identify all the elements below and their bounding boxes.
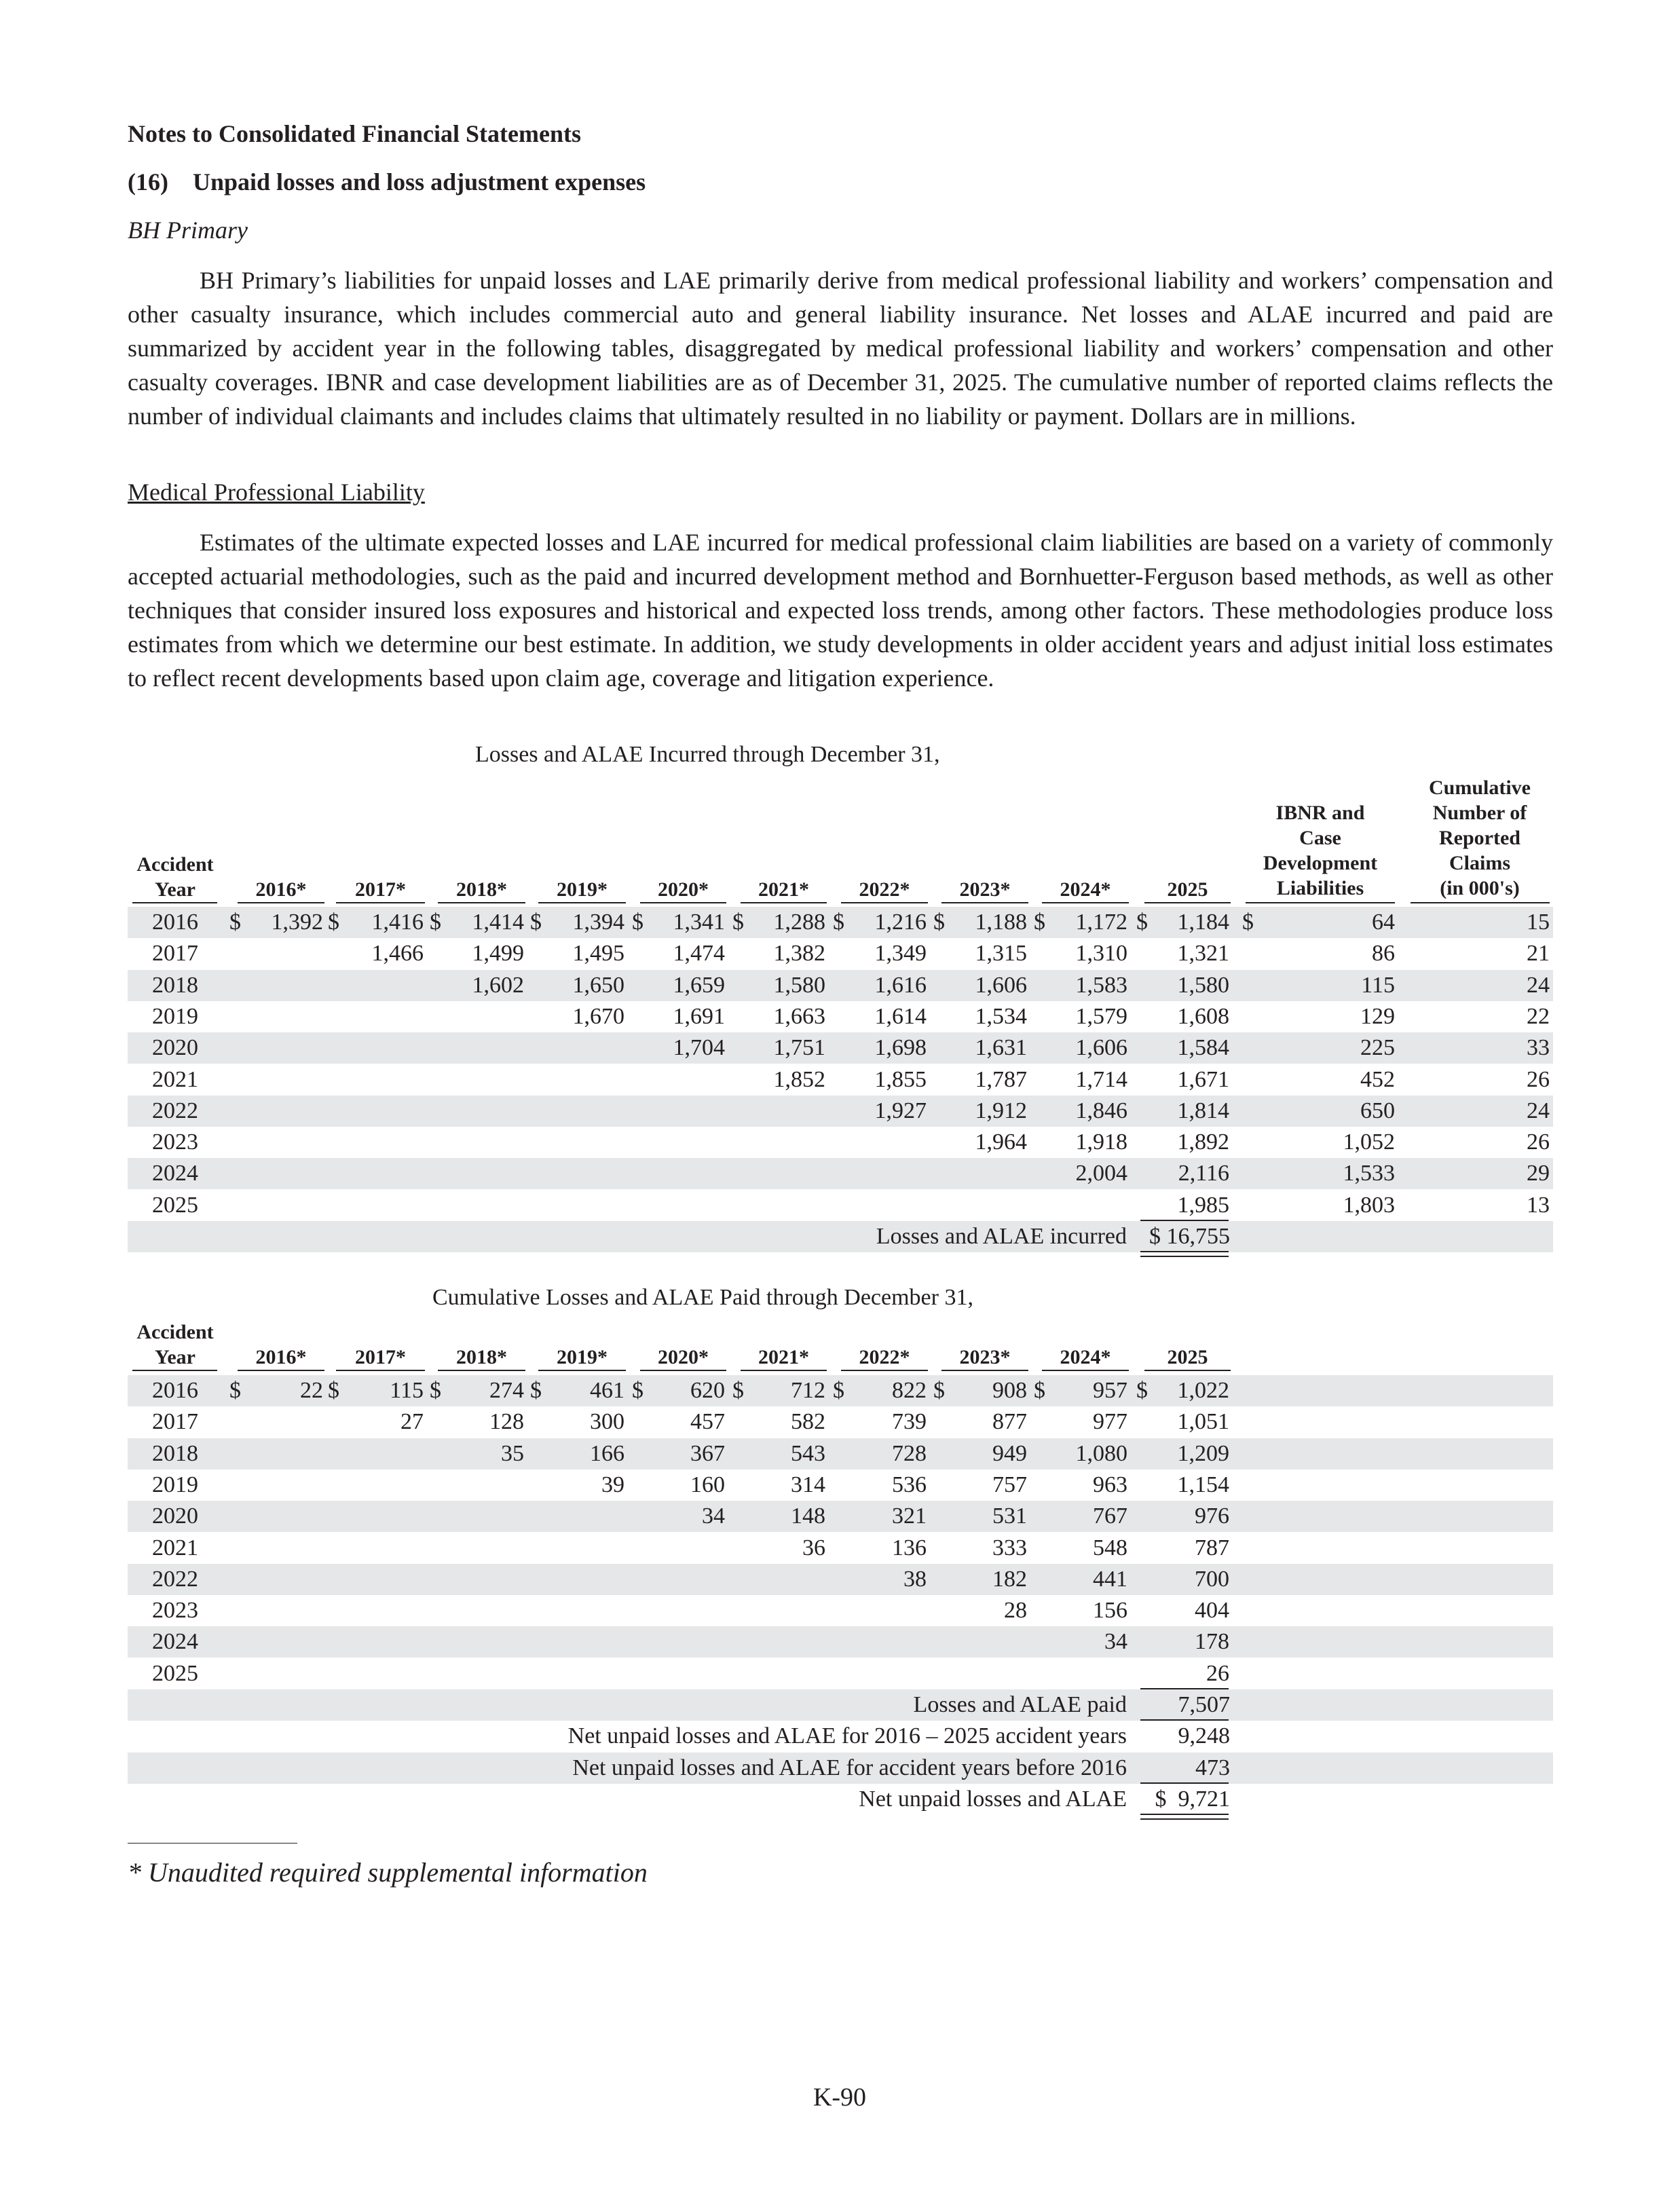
summary-value: $ 9,721 bbox=[1155, 1786, 1230, 1812]
table-cell: 582 bbox=[791, 1409, 825, 1435]
table-cell: 1,606 bbox=[1075, 1035, 1127, 1061]
total-double-rule bbox=[1140, 1814, 1229, 1820]
accident-year: 2016 bbox=[152, 1378, 198, 1403]
table-cell: 136 bbox=[892, 1535, 927, 1560]
header-underline bbox=[741, 1370, 827, 1371]
currency-symbol: $ bbox=[530, 1378, 542, 1403]
header-underline bbox=[841, 1370, 928, 1371]
claims-value: 29 bbox=[1527, 1161, 1550, 1186]
currency-symbol: $ bbox=[833, 1378, 844, 1403]
currency-symbol: $ bbox=[732, 910, 744, 935]
accident-year-header: Year bbox=[155, 878, 195, 901]
table-cell: 1,650 bbox=[572, 972, 624, 998]
header-underline bbox=[132, 1370, 217, 1371]
table-cell: 1,172 bbox=[1075, 910, 1127, 935]
column-header: 2025 bbox=[1167, 1346, 1208, 1368]
accident-year: 2020 bbox=[152, 1503, 198, 1529]
ibnr-value: 64 bbox=[1372, 910, 1395, 935]
header-underline bbox=[238, 902, 324, 903]
accident-year-header: Year bbox=[155, 1346, 195, 1368]
column-header: 2017* bbox=[355, 878, 406, 901]
table-cell: 1,616 bbox=[874, 972, 927, 998]
table-cell: 156 bbox=[1093, 1598, 1127, 1624]
accident-year: 2018 bbox=[152, 972, 198, 998]
table-cell: 1,392 bbox=[271, 910, 323, 935]
table-cell: 1,631 bbox=[975, 1035, 1027, 1061]
header-underline bbox=[1246, 902, 1395, 903]
table-cell: 1,154 bbox=[1177, 1472, 1229, 1497]
currency-symbol: $ bbox=[732, 1378, 744, 1403]
claims-value: 24 bbox=[1527, 972, 1550, 998]
table-cell: 1,394 bbox=[572, 910, 624, 935]
column-header: 2016* bbox=[255, 1346, 307, 1368]
accident-year: 2020 bbox=[152, 1035, 198, 1061]
currency-symbol: $ bbox=[328, 1378, 339, 1403]
currency-symbol: $ bbox=[1136, 910, 1148, 935]
table-cell: 1,985 bbox=[1177, 1192, 1229, 1218]
methods-paragraph: Estimates of the ultimate expected losses and LAE incurred for medical professional claim liabilities are based on a variety of commonly accepted actuarial methodologies, such as the paid and incurred development method and Bornhuetter-Ferguson based methods, as well as other techniques that consider insured loss exposures and historical and expected loss trends, among other factors. These methodologies produce loss estimates from which we determine our best estimate. In addition, we study developments in older accident years and adjust initial loss estimates to reflect recent developments based upon claim age, coverage and litigation experience. bbox=[128, 529, 1553, 692]
claims-value: 24 bbox=[1527, 1098, 1550, 1123]
table-cell: 877 bbox=[992, 1409, 1027, 1435]
table-cell: 1,188 bbox=[975, 910, 1027, 935]
table-cell: 1,579 bbox=[1075, 1003, 1127, 1029]
currency-symbol: $ bbox=[229, 1378, 241, 1403]
header-underline bbox=[1042, 902, 1129, 903]
table-cell: 1,852 bbox=[773, 1066, 825, 1092]
medical-liability-heading: Medical Professional Liability bbox=[128, 479, 425, 506]
subsection-heading: BH Primary bbox=[128, 217, 248, 244]
column-header: 2022* bbox=[859, 1346, 910, 1368]
summary-value: 7,507 bbox=[1178, 1692, 1230, 1717]
table-cell: 38 bbox=[903, 1566, 927, 1592]
summary-value: 9,248 bbox=[1178, 1723, 1230, 1749]
table-cell: 1,349 bbox=[874, 941, 927, 967]
incurred-table-caption: Losses and ALAE Incurred through December 31, bbox=[475, 742, 940, 767]
intro-paragraph: BH Primary’s liabilities for unpaid losses and LAE primarily derive from medical professional liability and workers’ compensation and other casualty insurance, which includes commercial auto and general liability insurance. Net losses and ALAE incurred and paid are summarized by accident year in the following tables, disaggregated by medical professional liability and workers’ compensation and other casualty coverages. IBNR and case development liabilities are as of December 31, 2025. The cumulative number of reported claims reflects the number of individual claimants and includes claims that ultimately resulted in no liability or payment. Dollars are in millions. bbox=[128, 267, 1553, 430]
table-cell: 26 bbox=[1206, 1660, 1229, 1686]
table-cell: 1,022 bbox=[1177, 1378, 1229, 1403]
table-cell: 1,704 bbox=[673, 1035, 725, 1061]
column-header: 2021* bbox=[758, 1346, 809, 1368]
accident-year: 2016 bbox=[152, 910, 198, 935]
table-cell: 1,051 bbox=[1177, 1409, 1229, 1435]
table-cell: 2,116 bbox=[1178, 1161, 1229, 1186]
table-cell: 182 bbox=[992, 1566, 1027, 1592]
ibnr-value: 225 bbox=[1360, 1035, 1395, 1061]
column-header: 2024* bbox=[1060, 1346, 1111, 1368]
currency-symbol: $ bbox=[430, 1378, 441, 1403]
summary-label: Losses and ALAE paid bbox=[913, 1692, 1127, 1717]
table-cell: 1,499 bbox=[472, 941, 524, 967]
accident-year: 2017 bbox=[152, 941, 198, 967]
header-underline bbox=[640, 1370, 726, 1371]
header-underline bbox=[1144, 902, 1231, 903]
table-cell: 178 bbox=[1195, 1629, 1229, 1655]
currency-symbol: $ bbox=[632, 1378, 643, 1403]
column-header: 2025 bbox=[1167, 878, 1208, 901]
table-cell: 1,964 bbox=[975, 1129, 1027, 1155]
table-cell: 963 bbox=[1093, 1472, 1127, 1497]
header-underline bbox=[336, 902, 425, 903]
ibnr-header: IBNR and bbox=[1275, 802, 1365, 824]
accident-year: 2022 bbox=[152, 1566, 198, 1592]
ibnr-value: 86 bbox=[1372, 941, 1395, 967]
table-cell: 1,580 bbox=[773, 972, 825, 998]
subtotal-rule bbox=[1140, 1719, 1229, 1721]
subtotal-rule bbox=[1140, 1782, 1229, 1784]
incurred-total-value: $ 16,755 bbox=[1149, 1224, 1230, 1249]
ibnr-header: Case bbox=[1299, 827, 1341, 849]
header-underline bbox=[438, 902, 525, 903]
header-underline bbox=[1411, 902, 1550, 903]
accident-year: 2025 bbox=[152, 1192, 198, 1218]
table-cell: 1,670 bbox=[572, 1003, 624, 1029]
claims-header: Claims bbox=[1449, 852, 1510, 874]
accident-year: 2019 bbox=[152, 1003, 198, 1029]
table-cell: 1,216 bbox=[874, 910, 927, 935]
table-cell: 1,602 bbox=[472, 972, 524, 998]
accident-year: 2018 bbox=[152, 1440, 198, 1466]
accident-year: 2024 bbox=[152, 1161, 198, 1186]
table-cell: 457 bbox=[690, 1409, 725, 1435]
table-cell: 822 bbox=[892, 1378, 927, 1403]
ibnr-value: 1,803 bbox=[1343, 1192, 1395, 1218]
table-cell: 1,663 bbox=[773, 1003, 825, 1029]
table-cell: 1,814 bbox=[1177, 1098, 1229, 1123]
currency-symbol: $ bbox=[430, 910, 441, 935]
ibnr-value: 115 bbox=[1361, 972, 1395, 998]
currency-symbol: $ bbox=[328, 910, 339, 935]
table-cell: 28 bbox=[1004, 1598, 1027, 1624]
accident-year: 2023 bbox=[152, 1598, 198, 1624]
table-cell: 1,416 bbox=[371, 910, 424, 935]
currency-symbol: $ bbox=[933, 910, 945, 935]
claims-header: Reported bbox=[1439, 827, 1520, 849]
accident-year: 2021 bbox=[152, 1066, 198, 1092]
accident-year-header: Accident bbox=[136, 1321, 214, 1343]
table-cell: 128 bbox=[489, 1409, 524, 1435]
summary-label: Net unpaid losses and ALAE bbox=[859, 1786, 1127, 1812]
table-cell: 36 bbox=[802, 1535, 825, 1560]
table-cell: 1,912 bbox=[975, 1098, 1027, 1123]
claims-header: (in 000's) bbox=[1440, 877, 1520, 899]
claims-value: 13 bbox=[1527, 1192, 1550, 1218]
paid-table-caption: Cumulative Losses and ALAE Paid through December 31, bbox=[432, 1285, 973, 1310]
currency-symbol: $ bbox=[1242, 910, 1254, 935]
header-underline bbox=[538, 902, 626, 903]
table-cell: 1,080 bbox=[1075, 1440, 1127, 1466]
table-cell: 1,714 bbox=[1075, 1066, 1127, 1092]
table-cell: 27 bbox=[400, 1409, 424, 1435]
table-cell: 1,608 bbox=[1177, 1003, 1229, 1029]
accident-year: 2025 bbox=[152, 1660, 198, 1686]
claims-value: 26 bbox=[1527, 1129, 1550, 1155]
claims-header: Number of bbox=[1432, 802, 1527, 824]
claims-header: Cumulative bbox=[1429, 777, 1531, 799]
table-cell: 148 bbox=[791, 1503, 825, 1529]
header-underline bbox=[538, 1370, 626, 1371]
table-cell: 908 bbox=[992, 1378, 1027, 1403]
table-cell: 977 bbox=[1093, 1409, 1127, 1435]
header-underline bbox=[336, 1370, 425, 1371]
table-cell: 333 bbox=[992, 1535, 1027, 1560]
currency-symbol: $ bbox=[1034, 910, 1045, 935]
table-cell: 1,414 bbox=[472, 910, 524, 935]
accident-year: 2017 bbox=[152, 1409, 198, 1435]
row-band bbox=[128, 1626, 1553, 1658]
accident-year: 2019 bbox=[152, 1472, 198, 1497]
table-cell: 160 bbox=[690, 1472, 725, 1497]
column-header: 2021* bbox=[758, 878, 809, 901]
currency-symbol: $ bbox=[1136, 1378, 1148, 1403]
table-cell: 1,614 bbox=[874, 1003, 927, 1029]
claims-value: 26 bbox=[1527, 1066, 1550, 1092]
column-header: 2020* bbox=[658, 878, 709, 901]
header-underline bbox=[640, 902, 726, 903]
currency-symbol: $ bbox=[632, 910, 643, 935]
table-cell: 1,751 bbox=[773, 1035, 825, 1061]
page-number: K-90 bbox=[813, 2083, 867, 2112]
column-header: 2018* bbox=[456, 1346, 507, 1368]
table-cell: 441 bbox=[1093, 1566, 1127, 1592]
column-header: 2023* bbox=[959, 1346, 1011, 1368]
table-cell: 2,004 bbox=[1075, 1161, 1127, 1186]
footnote: * Unaudited required supplemental information bbox=[128, 1857, 648, 1888]
accident-year: 2022 bbox=[152, 1098, 198, 1123]
claims-value: 22 bbox=[1527, 1003, 1550, 1029]
table-cell: 1,466 bbox=[371, 941, 424, 967]
total-double-rule bbox=[1140, 1251, 1229, 1257]
accident-year: 2024 bbox=[152, 1629, 198, 1655]
column-header: 2019* bbox=[557, 1346, 608, 1368]
table-cell: 1,659 bbox=[673, 972, 725, 998]
header-underline bbox=[941, 902, 1028, 903]
table-cell: 35 bbox=[501, 1440, 524, 1466]
currency-symbol: $ bbox=[833, 910, 844, 935]
table-cell: 274 bbox=[489, 1378, 524, 1403]
column-header: 2020* bbox=[658, 1346, 709, 1368]
table-cell: 461 bbox=[590, 1378, 624, 1403]
accident-year-header: Accident bbox=[136, 853, 214, 876]
summary-label: Net unpaid losses and ALAE for accident years before 2016 bbox=[572, 1755, 1127, 1780]
column-header: 2022* bbox=[859, 878, 910, 901]
table-cell: 1,927 bbox=[874, 1098, 927, 1123]
claims-value: 33 bbox=[1527, 1035, 1550, 1061]
table-cell: 1,892 bbox=[1177, 1129, 1229, 1155]
table-cell: 536 bbox=[892, 1472, 927, 1497]
table-cell: 22 bbox=[300, 1378, 323, 1403]
ibnr-value: 129 bbox=[1360, 1003, 1395, 1029]
currency-symbol: $ bbox=[229, 910, 241, 935]
summary-label: Net unpaid losses and ALAE for 2016 – 2025 accident years bbox=[567, 1723, 1127, 1749]
table-cell: 1,495 bbox=[572, 941, 624, 967]
table-cell: 367 bbox=[690, 1440, 725, 1466]
ibnr-value: 452 bbox=[1360, 1066, 1395, 1092]
table-cell: 548 bbox=[1093, 1535, 1127, 1560]
table-cell: 1,671 bbox=[1177, 1066, 1229, 1092]
ibnr-value: 1,052 bbox=[1343, 1129, 1395, 1155]
column-header: 2023* bbox=[959, 878, 1011, 901]
header-underline bbox=[1144, 1370, 1231, 1371]
ibnr-header: Liabilities bbox=[1276, 877, 1364, 899]
table-cell: 166 bbox=[590, 1440, 624, 1466]
table-cell: 1,341 bbox=[673, 910, 725, 935]
table-cell: 728 bbox=[892, 1440, 927, 1466]
table-cell: 1,584 bbox=[1177, 1035, 1229, 1061]
claims-value: 15 bbox=[1527, 910, 1550, 935]
table-cell: 1,918 bbox=[1075, 1129, 1127, 1155]
currency-symbol: $ bbox=[530, 910, 542, 935]
currency-symbol: $ bbox=[1034, 1378, 1045, 1403]
claims-value: 21 bbox=[1527, 941, 1550, 967]
table-cell: 1,474 bbox=[673, 941, 725, 967]
ibnr-value: 650 bbox=[1360, 1098, 1395, 1123]
table-cell: 1,691 bbox=[673, 1003, 725, 1029]
header-underline bbox=[132, 902, 217, 903]
column-header: 2018* bbox=[456, 878, 507, 901]
column-header: 2017* bbox=[355, 1346, 406, 1368]
table-cell: 949 bbox=[992, 1440, 1027, 1466]
page-title: Notes to Consolidated Financial Statements bbox=[128, 120, 581, 147]
column-header: 2024* bbox=[1060, 878, 1111, 901]
table-cell: 1,288 bbox=[773, 910, 825, 935]
table-cell: 34 bbox=[1104, 1629, 1127, 1655]
header-underline bbox=[841, 902, 928, 903]
table-cell: 712 bbox=[791, 1378, 825, 1403]
header-underline bbox=[741, 902, 827, 903]
table-cell: 34 bbox=[702, 1503, 725, 1529]
table-cell: 321 bbox=[892, 1503, 927, 1529]
incurred-total-label: Losses and ALAE incurred bbox=[876, 1224, 1127, 1249]
table-cell: 787 bbox=[1195, 1535, 1229, 1560]
footnote-rule bbox=[128, 1843, 297, 1844]
table-cell: 1,580 bbox=[1177, 972, 1229, 998]
table-cell: 1,184 bbox=[1177, 910, 1229, 935]
table-cell: 757 bbox=[992, 1472, 1027, 1497]
table-cell: 115 bbox=[390, 1378, 424, 1403]
table-cell: 1,846 bbox=[1075, 1098, 1127, 1123]
table-cell: 1,583 bbox=[1075, 972, 1127, 998]
column-header: 2019* bbox=[557, 878, 608, 901]
column-header: 2016* bbox=[255, 878, 307, 901]
table-cell: 739 bbox=[892, 1409, 927, 1435]
ibnr-value: 1,533 bbox=[1343, 1161, 1395, 1186]
table-cell: 531 bbox=[992, 1503, 1027, 1529]
ibnr-header: Development bbox=[1263, 852, 1378, 874]
accident-year: 2021 bbox=[152, 1535, 198, 1560]
table-cell: 1,382 bbox=[773, 941, 825, 967]
section-heading: (16) Unpaid losses and loss adjustment expenses bbox=[128, 168, 646, 195]
table-cell: 620 bbox=[690, 1378, 725, 1403]
table-cell: 543 bbox=[791, 1440, 825, 1466]
table-cell: 1,209 bbox=[1177, 1440, 1229, 1466]
table-cell: 314 bbox=[791, 1472, 825, 1497]
currency-symbol: $ bbox=[933, 1378, 945, 1403]
table-cell: 1,787 bbox=[975, 1066, 1027, 1092]
accident-year: 2023 bbox=[152, 1129, 198, 1155]
table-cell: 976 bbox=[1195, 1503, 1229, 1529]
table-cell: 300 bbox=[590, 1409, 624, 1435]
table-cell: 1,855 bbox=[874, 1066, 927, 1092]
table-cell: 1,310 bbox=[1075, 941, 1127, 967]
table-cell: 39 bbox=[601, 1472, 624, 1497]
table-cell: 767 bbox=[1093, 1503, 1127, 1529]
header-underline bbox=[941, 1370, 1028, 1371]
table-cell: 1,534 bbox=[975, 1003, 1027, 1029]
table-cell: 404 bbox=[1195, 1598, 1229, 1624]
header-underline bbox=[438, 1370, 525, 1371]
header-underline bbox=[238, 1370, 324, 1371]
table-cell: 957 bbox=[1093, 1378, 1127, 1403]
table-cell: 1,315 bbox=[975, 941, 1027, 967]
table-cell: 1,321 bbox=[1177, 941, 1229, 967]
table-cell: 1,698 bbox=[874, 1035, 927, 1061]
table-cell: 700 bbox=[1195, 1566, 1229, 1592]
summary-value: 473 bbox=[1195, 1755, 1230, 1780]
table-cell: 1,606 bbox=[975, 972, 1027, 998]
header-underline bbox=[1042, 1370, 1129, 1371]
